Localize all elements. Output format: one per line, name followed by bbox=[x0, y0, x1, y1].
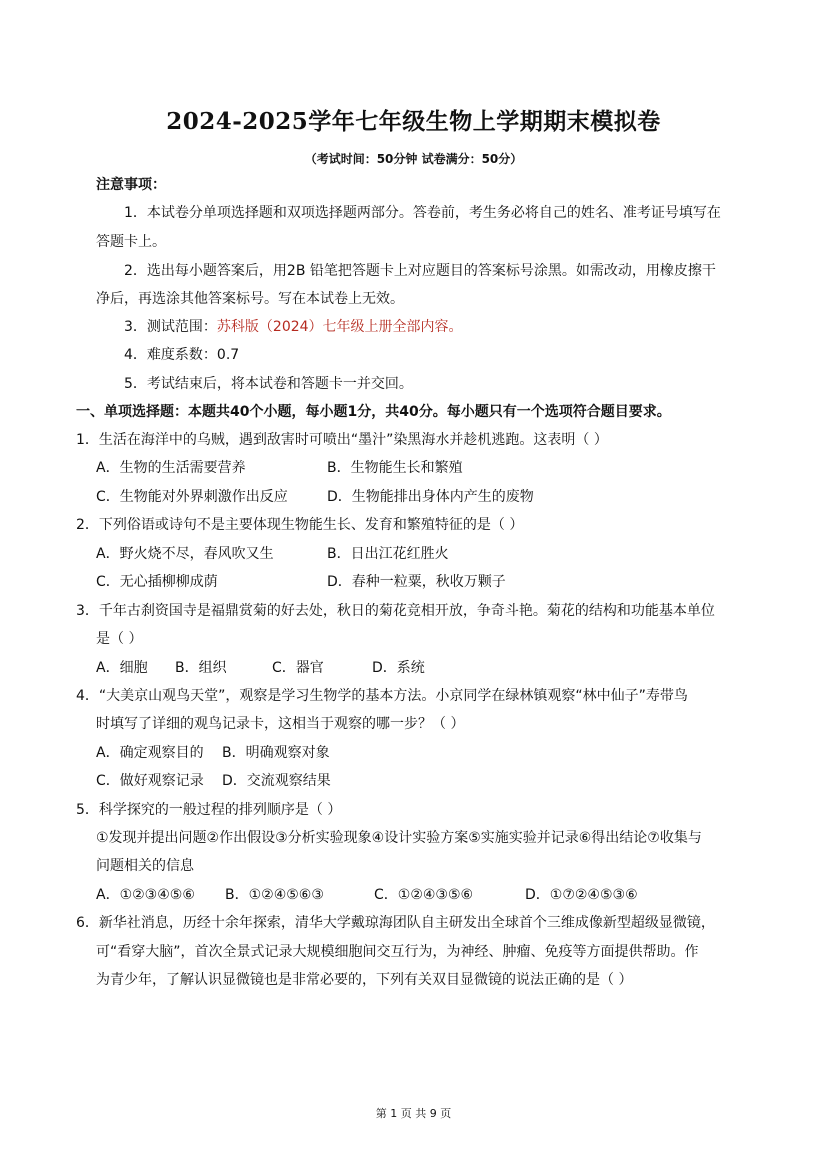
note-3 bbox=[124, 317, 463, 337]
note-2-line-1: 2．选出每小题答案后，用2B 铅笔把答题卡上对应题目的答案标号涂黑。如需改动，用橡皮擦干 bbox=[124, 263, 716, 279]
note-5: 5．考试结束后，将本试卷和答题卡一并交回。 bbox=[124, 376, 413, 392]
q4-option-d: D．交流观察结果 bbox=[222, 773, 331, 789]
q1-option-a: A．生物的生活需要营养 bbox=[96, 460, 246, 476]
q4-option-b: B．明确观察对象 bbox=[222, 745, 330, 761]
q1-stem: 1．生活在海洋中的乌贼，遇到敌害时可喷出“墨汁”染黑海水并趁机逃跑。这表明（ ） bbox=[76, 432, 608, 448]
q2-option-b: B．日出江花红胜火 bbox=[327, 546, 449, 562]
q3-stem-line-2: 是（ ） bbox=[96, 631, 143, 647]
q3-option-a: A．细胞 bbox=[96, 660, 148, 676]
q6-stem-line-2: 可“看穿大脑”，首次全景式记录大规模细胞间交互行为，为神经、肿瘤、免疫等方面提供帮助。作 bbox=[96, 944, 699, 960]
q2-stem: 2．下列俗语或诗句不是主要体现生物能生长、发育和繁殖特征的是（ ） bbox=[76, 517, 524, 533]
notes-heading: 注意事项： bbox=[96, 177, 166, 193]
q5-option-a: A．①②③④⑤⑥ bbox=[96, 887, 195, 903]
q5-option-b: B．①②④⑤⑥③ bbox=[225, 887, 324, 903]
note-3-label: 3．测试范围： bbox=[124, 319, 217, 335]
q5-stem: 5．科学探究的一般过程的排列顺序是（ ） bbox=[76, 802, 342, 818]
note-3-scope: 苏科版（2024）七年级上册全部内容。 bbox=[216, 319, 463, 335]
note-1-line-2: 答题卡上。 bbox=[96, 234, 166, 250]
q1-option-b: B．生物能生长和繁殖 bbox=[327, 460, 463, 476]
note-4: 4．难度系数：0.7 bbox=[124, 347, 240, 363]
q2-option-c: C．无心插柳柳成荫 bbox=[96, 574, 218, 590]
page-title: 2024-2025学年七年级生物上学期期末模拟卷 bbox=[166, 108, 661, 135]
q3-stem-line-1: 3．千年古刹资国寺是福鼎赏菊的好去处，秋日的菊花竞相开放，争奇斗艳。菊花的结构和功能基本单位 bbox=[76, 603, 715, 619]
q5-steps-line-2: 问题相关的信息 bbox=[96, 858, 194, 874]
q3-option-b: B．组织 bbox=[175, 660, 227, 676]
page-footer: 第 1 页 共 9 页 bbox=[375, 1107, 452, 1120]
q5-steps-line-1: ①发现并提出问题②作出假设③分析实验现象④设计实验方案⑤实施实验并记录⑥得出结论⑦收集与 bbox=[96, 830, 702, 846]
q1-option-c: C．生物能对外界刺激作出反应 bbox=[96, 489, 288, 505]
q2-option-a: A．野火烧不尽，春风吹又生 bbox=[96, 546, 274, 562]
exam-info: （考试时间：50分钟 试卷满分：50分） bbox=[304, 152, 523, 166]
q3-option-c: C．器官 bbox=[272, 660, 324, 676]
q3-option-d: D．系统 bbox=[372, 660, 425, 676]
q6-stem-line-1: 6．新华社消息，历经十余年探索，清华大学戴琼海团队自主研发出全球首个三维成像新型超级显微镜， bbox=[76, 915, 715, 931]
note-2-line-2: 净后，再选涂其他答案标号。写在本试卷上无效。 bbox=[96, 291, 404, 307]
q2-option-d: D．春种一粒粟，秋收万颗子 bbox=[327, 574, 506, 590]
q5-option-c: C．①②④③⑤⑥ bbox=[374, 887, 474, 903]
q4-option-a: A．确定观察目的 bbox=[96, 745, 204, 761]
q6-stem-line-3: 为青少年，了解认识显微镜也是非常必要的，下列有关双目显微镜的说法正确的是（ ） bbox=[96, 972, 633, 988]
q4-stem-line-2: 时填写了详细的观鸟记录卡，这相当于观察的哪一步？（ ） bbox=[96, 716, 465, 732]
section-heading: 一、单项选择题：本题共40个小题，每小题1分，共40分。每小题只有一个选项符合题目要求。 bbox=[76, 404, 671, 420]
q4-option-c: C．做好观察记录 bbox=[96, 773, 204, 789]
q1-option-d: D．生物能排出身体内产生的废物 bbox=[327, 489, 534, 505]
note-1-line-1: 1．本试卷分单项选择题和双项选择题两部分。答卷前，考生务必将自己的姓名、准考证号填写在 bbox=[124, 205, 721, 221]
q5-option-d: D．①⑦②④⑤③⑥ bbox=[525, 887, 638, 903]
q4-stem-line-1: 4．“大美京山观鸟天堂”，观察是学习生物学的基本方法。小京同学在绿林镇观察“林中仙子”寿带鸟 bbox=[76, 688, 688, 704]
